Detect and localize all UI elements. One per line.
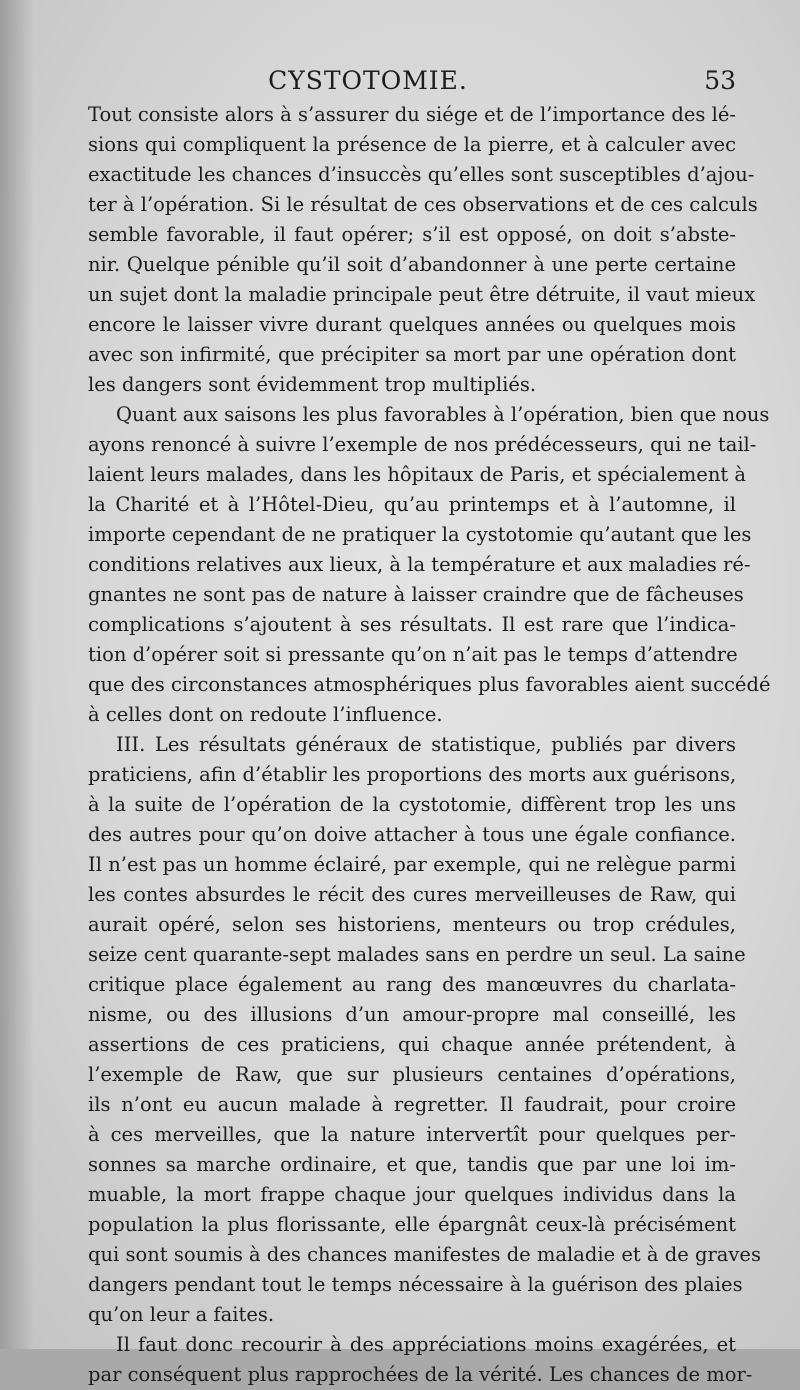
text-line: ayons renoncé à suivre l’exemple de nos prédécesseurs, qui ne tail-: [88, 433, 757, 456]
text-line: population la plus florissante, elle épargnât ceux-là précisément: [88, 1213, 736, 1236]
text-line: avec son infirmité, que précipiter sa mort par une opération dont: [88, 343, 736, 366]
text-line: ils n’ont eu aucun malade à regretter. Il faudrait, pour croire: [88, 1093, 736, 1116]
text-line: gnantes ne sont pas de nature à laisser craindre que de fâcheuses: [88, 583, 744, 606]
text-line: qui sont soumis à des chances manifestes de maladie et à de graves: [88, 1243, 761, 1266]
text-line: Quant aux saisons les plus favorables à l’opération, bien que nous: [116, 403, 770, 426]
page-number: 53: [704, 66, 736, 95]
text-line: qu’on leur a faites.: [88, 1303, 275, 1326]
text-line: sions qui compliquent la présence de la pierre, et à calculer avec: [88, 133, 736, 156]
text-line: critique place également au rang des manœuvres du charlata-: [88, 973, 736, 996]
text-line: dangers pendant tout le temps nécessaire à la guérison des plaies: [88, 1273, 743, 1296]
text-line: assertions de ces praticiens, qui chaque année prétendent, à: [88, 1033, 736, 1056]
text-line: par conséquent plus rapprochées de la vérité. Les chances de mor-: [88, 1363, 753, 1386]
text-line: praticiens, afin d’établir les proportions des morts aux guérisons,: [88, 763, 737, 786]
running-head: [88, 64, 736, 98]
text-line: exactitude les chances d’insuccès qu’elles sont susceptibles d’ajou-: [88, 163, 755, 186]
text-line: à la suite de l’opération de la cystotomie, diffèrent trop les uns: [88, 793, 736, 816]
text-body: [88, 100, 771, 1390]
text-line: muable, la mort frappe chaque jour quelques individus dans la: [88, 1183, 736, 1206]
text-line: laient leurs malades, dans les hôpitaux de Paris, et spécialement à: [88, 463, 747, 486]
text-line: la Charité et à l’Hôtel-Dieu, qu’au printemps et à l’automne, il: [88, 493, 736, 516]
text-line: les contes absurdes le récit des cures merveilleuses de Raw, qui: [88, 883, 736, 906]
text-line: nir. Quelque pénible qu’il soit d’abandonner à une perte certaine: [88, 253, 736, 276]
text-line: à celles dont on redoute l’influence.: [88, 703, 443, 726]
text-line: des autres pour qu’on doive attacher à tous une égale confiance.: [88, 823, 736, 846]
text-line: importe cependant de ne pratiquer la cystotomie qu’autant que les: [88, 523, 752, 546]
text-line: semble favorable, il faut opérer; s’il est opposé, on doit s’abste-: [88, 223, 736, 246]
running-title: CYSTOTOMIE.: [268, 66, 468, 95]
text-line: les dangers sont évidemment trop multipliés.: [88, 373, 537, 396]
text-line: Tout consiste alors à s’assurer du siége et de l’importance des lé-: [88, 103, 736, 126]
text-line: que des circonstances atmosphériques plus favorables aient succédé: [88, 673, 771, 696]
text-line: un sujet dont la maladie principale peut être détruite, il vaut mieux: [88, 283, 756, 306]
text-line: Il n’est pas un homme éclairé, par exemple, qui ne relègue parmi: [88, 853, 736, 876]
binding-shadow: [0, 0, 34, 1349]
text-line: tion d’opérer soit si pressante qu’on n’ait pas le temps d’attendre: [88, 643, 738, 666]
text-line: ter à l’opération. Si le résultat de ces observations et de ces calculs: [88, 193, 758, 216]
text-line: nisme, ou des illusions d’un amour-propre mal conseillé, les: [88, 1003, 736, 1026]
text-line: encore le laisser vivre durant quelques années ou quelques mois: [88, 313, 736, 336]
text-line: sonnes sa marche ordinaire, et que, tandis que par une loi im-: [88, 1153, 736, 1176]
text-line: seize cent quarante-sept malades sans en perdre un seul. La saine: [88, 943, 746, 966]
text-line: à ces merveilles, que la nature intervertît pour quelques per-: [88, 1123, 736, 1146]
text-line: III. Les résultats généraux de statistique, publiés par divers: [116, 733, 736, 756]
text-line: l’exemple de Raw, que sur plusieurs centaines d’opérations,: [88, 1063, 736, 1086]
text-line: conditions relatives aux lieux, à la température et aux maladies ré-: [88, 553, 751, 576]
text-line: Il faut donc recourir à des appréciations moins exagérées, et: [116, 1333, 736, 1356]
text-line: aurait opéré, selon ses historiens, menteurs ou trop crédules,: [88, 913, 736, 936]
text-line: complications s’ajoutent à ses résultats. Il est rare que l’indica-: [88, 613, 736, 636]
